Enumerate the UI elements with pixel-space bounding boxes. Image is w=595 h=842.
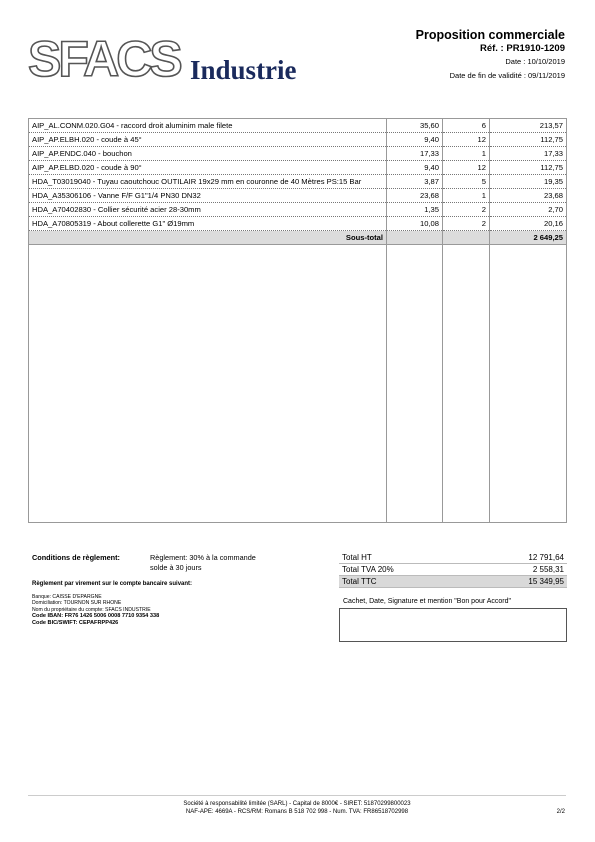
item-quantity: 5 [443, 175, 490, 189]
item-description: AIP_AL.CONM.020.G04 - raccord droit aluminim male filete [29, 119, 387, 133]
bank-bic: Code BIC/SWIFT: CEPAFRPP426 [32, 619, 119, 626]
item-description: HDA_A70402830 - Collier sécurité acier 28-30mm [29, 203, 387, 217]
svg-text:SFACS: SFACS [28, 32, 180, 86]
total-tva-row: Total TVA 20% 2 558,31 [339, 564, 567, 576]
item-unit-price: 17,33 [387, 147, 443, 161]
table-row [29, 203, 567, 217]
item-total: 112,75 [490, 161, 567, 175]
table-row [29, 175, 567, 189]
conditions-label: Conditions de règlement: [32, 553, 120, 562]
bank-iban: Code IBAN: FR76 1426 5006 0008 7710 9354 338 [32, 613, 160, 620]
signature-box[interactable] [339, 608, 567, 642]
table-row [29, 119, 567, 133]
item-total: 19,35 [490, 175, 567, 189]
footer-line-2: NAF-APE: 4669A - RCS/RM: Romans B 518 702 998 - Num. TVA: FR86518702998 [185, 809, 409, 815]
conditions-value: Règlement: 30% à la commande solde à 30 jours [150, 553, 256, 572]
item-total: 2,70 [490, 203, 567, 217]
document-title: Proposition commerciale [415, 28, 565, 42]
item-unit-price: 9,40 [387, 161, 443, 175]
item-unit-price: 1,35 [387, 203, 443, 217]
bank-name: Banque: CAISSE D'EPARGNE [32, 594, 102, 600]
footer [28, 795, 566, 816]
table-row [29, 133, 567, 147]
item-total: 23,68 [490, 189, 567, 203]
item-quantity: 2 [443, 203, 490, 217]
item-quantity: 2 [443, 217, 490, 231]
totals-table [339, 552, 567, 588]
items-table [28, 118, 567, 523]
item-unit-price: 9,40 [387, 133, 443, 147]
table-row [29, 147, 567, 161]
subtotal-label: Sous-total [29, 231, 387, 245]
item-total: 112,75 [490, 133, 567, 147]
item-unit-price: 35,60 [387, 119, 443, 133]
total-ht-row: Total HT 12 791,64 [339, 552, 567, 564]
item-quantity: 6 [443, 119, 490, 133]
subtotal-row [29, 231, 567, 245]
footer-line-1: Société à responsabilité limitée (SARL) - Capital de 8000€ - SIRET: 51870299800023 [183, 801, 411, 807]
page-number: 2/2 [556, 809, 565, 815]
item-quantity: 12 [443, 133, 490, 147]
bank-details [32, 594, 159, 626]
item-description: HDA_A35306106 - Vanne F/F G1"1/4 PN30 DN32 [29, 189, 387, 203]
item-quantity: 12 [443, 161, 490, 175]
company-logo [28, 32, 318, 86]
item-unit-price: 3,87 [387, 175, 443, 189]
item-quantity: 1 [443, 147, 490, 161]
bank-domiciliation: Domiciliation: TOURNON SUR RHONE [32, 600, 122, 607]
bank-holder: Nom du propriétaire du compte: SFACS INDUSTRIE [32, 606, 151, 613]
signature-label: Cachet, Date, Signature et mention "Bon pour Accord" [343, 598, 512, 605]
svg-text:Industrie: Industrie [190, 55, 297, 85]
document-ref: Réf. : PR1910-1209 [479, 43, 565, 54]
item-total: 20,16 [490, 217, 567, 231]
item-total: 17,33 [490, 147, 567, 161]
document-date: Date : 10/10/2019 [505, 57, 565, 66]
validity-date: Date de fin de validité : 09/11/2019 [449, 70, 565, 80]
empty-rows [29, 245, 567, 523]
item-unit-price: 23,68 [387, 189, 443, 203]
item-description: HDA_T03019040 - Tuyau caoutchouc OUTILAIR 19x29 mm en couronne de 40 Mètres PS:15 Bar [29, 175, 387, 189]
item-description: AIP_AP.ELBH.020 - coude à 45° [29, 133, 387, 147]
subtotal-value: 2 649,25 [490, 231, 567, 245]
bank-title: Règlement par virement sur le compte bancaire suivant: [32, 581, 193, 587]
item-description: HDA_A70805319 - About collerette G1" Ø19mm [29, 217, 387, 231]
item-quantity: 1 [443, 189, 490, 203]
item-unit-price: 10,08 [387, 217, 443, 231]
table-row [29, 161, 567, 175]
total-ttc-row: Total TTC 15 349,95 [339, 576, 567, 588]
document-header [416, 28, 565, 81]
table-row [29, 217, 567, 231]
item-description: AIP_AP.ENDC.040 - bouchon [29, 147, 387, 161]
table-row [29, 189, 567, 203]
item-total: 213,57 [490, 119, 567, 133]
item-description: AIP_AP.ELBD.020 - coude à 90° [29, 161, 387, 175]
